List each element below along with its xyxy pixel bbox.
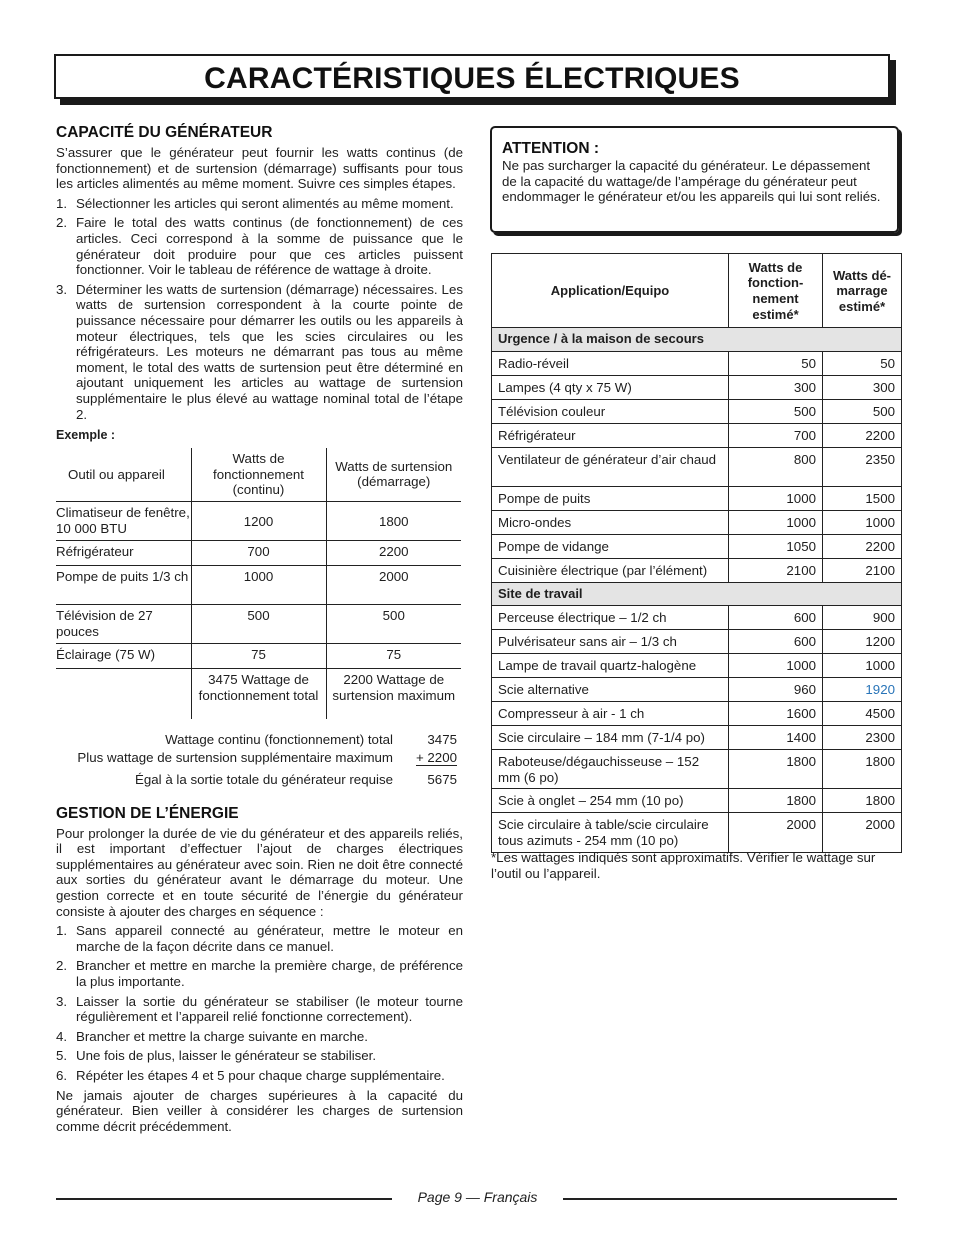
table-cell: 960 [729,678,823,702]
table-row [492,375,902,399]
list-item [56,1029,463,1045]
table-cell: 700 [729,423,823,447]
table-cell: 900 [823,606,902,630]
table-cell: Éclairage (75 W) [56,644,191,669]
step-text: Sélectionner les articles qui seront alimentés au même moment. [76,195,454,211]
table-row [492,678,902,702]
table-cell: Climatiseur de fenêtre, 10 000 BTU [56,502,191,541]
list-item [56,1068,463,1084]
table-cell: 1200 [823,630,902,654]
totals-value [393,749,463,767]
table-cell: 1050 [729,534,823,558]
table-row [492,447,902,486]
totals-row [56,771,463,789]
header-cell: Application/Equipo [492,254,729,328]
gestion-section [56,805,463,1135]
list-item [56,994,463,1025]
step-number: 4. [56,1028,68,1044]
list-item [56,958,463,989]
table-cell: Ventilateur de générateur d’air chaud [492,447,729,486]
table-cell: 2000 [326,566,461,605]
gestion-final: Ne jamais ajouter de charges supérieures à la capacité du générateur. Bien veiller à considérer les charges de surtension comme décrit précédemment. [56,1087,463,1134]
header-cell: Watts de surtension (démarrage) [326,448,461,502]
table-cell: 500 [823,399,902,423]
capacite-heading: CAPACITÉ DU GÉNÉRATEUR [56,124,273,141]
table-row [492,702,902,726]
step-text: Brancher et mettre en marche la première charge, de préférence la plus importante. [76,958,463,990]
table-total-row [56,669,461,719]
totals-row [56,731,463,749]
table-cell: 2300 [823,726,902,750]
step-number: 2. [56,958,68,974]
table-cell: 1200 [191,502,326,541]
list-item [56,215,463,277]
table-cell: 500 [729,399,823,423]
page-footer: Page 9 — Français [417,1189,538,1205]
table-cell: 2000 [823,813,902,852]
table-row [492,630,902,654]
table-cell: 2200 [823,423,902,447]
table-cell: 600 [729,606,823,630]
table-cell: 2100 [729,558,823,582]
table-cell: 1000 [729,654,823,678]
footer-divider-right [563,1198,897,1200]
table-cell: 2200 [823,534,902,558]
table-cell: Compresseur à air - 1 ch [492,702,729,726]
step-number: 1. [56,923,68,939]
table-row [492,606,902,630]
totals-value-text: + 2200 [415,749,457,765]
table-row [492,558,902,582]
attention-box [490,126,899,233]
footnote: *Les wattages indiqués sont approximatifs. Vérifier le wattage sur l’outil ou l’appareil. [491,850,876,881]
table-cell: 300 [823,375,902,399]
table-cell: 300 [729,375,823,399]
gestion-steps [56,923,463,1083]
table-cell: Télévision de 27 pouces [56,605,191,644]
list-item [56,1048,463,1064]
table-cell: 1600 [729,702,823,726]
step-number: 2. [56,215,68,231]
table-cell: 50 [823,351,902,375]
step-number: 5. [56,1048,68,1064]
table-row [56,644,461,669]
section-row [492,328,902,352]
table-cell: 1000 [191,566,326,605]
totals-label: Égal à la sortie totale du générateur requise [135,771,393,787]
table-cell: Réfrigérateur [492,423,729,447]
exemple-label: Exemple : [56,428,116,443]
table-cell: 75 [191,644,326,669]
header-cell: Watts de fonction- nement estimé* [729,254,823,328]
table-cell: Raboteuse/dégauchisseuse – 152 mm (6 po) [492,750,729,789]
table-row [492,654,902,678]
section-title: Site de travail [492,582,902,606]
table-row [492,750,902,789]
table-cell: 1000 [729,486,823,510]
table-row [56,605,461,644]
table-row [492,486,902,510]
step-text: Laisser la sortie du générateur se stabiliser (le moteur tourne régulièrement et l’appareil relié fonctionne correctement). [76,993,463,1025]
table-header-row [492,254,902,328]
step-text: Sans appareil connecté au générateur, mettre le moteur en marche de la façon décrite dans ce manuel. [76,923,463,954]
table-cell: Pompe de vidange [492,534,729,558]
table-cell: 1400 [729,726,823,750]
table-cell: Pulvérisateur sans air – 1/3 ch [492,630,729,654]
table-cell: 1800 [729,789,823,813]
table-row [492,423,902,447]
section-title: Urgence / à la maison de secours [492,328,902,352]
header-cell: Outil ou appareil [56,448,191,502]
gestion-heading: GESTION DE L’ÉNERGIE [56,804,239,822]
totals-label: Plus wattage de surtension supplémentaire maximum [77,749,393,765]
list-item [56,923,463,954]
table-cell: Perceuse électrique – 1/2 ch [492,606,729,630]
table-row [56,502,461,541]
section-row [492,582,902,606]
step-number: 6. [56,1068,68,1083]
capacite-steps [56,196,463,422]
table-row [56,541,461,566]
attention-text: Ne pas surcharger la capacité du générateur. Le dépassement de la capacité du wattage/de l’ampérage du générateur peut endommager le générateur et/ou les appareils qui lui sont reliés. [502,158,881,205]
step-number: 3. [56,281,68,297]
table-cell: 1500 [823,486,902,510]
footer-divider-left [56,1198,392,1200]
table-cell: Radio-réveil [492,351,729,375]
table-cell: 50 [729,351,823,375]
table-cell: Pompe de puits [492,486,729,510]
table-cell: 700 [191,541,326,566]
gestion-intro: Pour prolonger la durée de vie du générateur et des appareils reliés, il est important d’effectuer l’ajout de charges électriques supplémentaires au générateur avec soin. Rien ne doit être connecté aux sorties du générateur avant le démarrage du moteur. Une gestion correcte et en toute sécurité de l’énergie du générateur consiste à ajouter des charges en séquence : [56,825,463,919]
table-cell-highlight: 1920 [823,678,902,702]
list-item [56,196,463,212]
step-text: Répéter les étapes 4 et 5 pour chaque charge supplémentaire. [76,1068,445,1083]
table-cell: 2100 [823,558,902,582]
wattage-table [491,253,902,853]
table-cell: 2200 Wattage de surtension maximum [326,669,461,719]
totals-row [56,749,463,767]
step-number: 1. [56,195,68,211]
capacite-intro: S’assurer que le générateur peut fournir les watts continus (de fonctionnement) et de surtension (démarrage) suffisants pour tous les articles alimentés au même moment. Suivre ces simples étapes. [56,145,463,192]
left-column [56,124,463,1134]
totals-label: Wattage continu (fonctionnement) total [165,731,393,747]
table-row [492,399,902,423]
table-cell: 1000 [823,654,902,678]
table-cell: Pompe de puits 1/3 ch [56,566,191,605]
table-cell: Scie circulaire à table/scie circulaire tous azimuts - 254 mm (10 po) [492,813,729,852]
header-cell: Watts de fonctionnement (continu) [191,448,326,502]
table-row [492,726,902,750]
table-header-row [56,448,461,502]
table-cell: Scie circulaire – 184 mm (7-1/4 po) [492,726,729,750]
table-row [492,789,902,813]
table-cell: Cuisinière électrique (par l’élément) [492,558,729,582]
attention-heading: ATTENTION : [502,140,600,157]
table-cell: 1800 [823,789,902,813]
totals-value: 3475 [427,731,457,747]
table-cell: Scie à onglet – 254 mm (10 po) [492,789,729,813]
table-cell: 2200 [326,541,461,566]
step-number: 3. [56,993,68,1009]
table-cell: Télévision couleur [492,399,729,423]
table-cell: Lampes (4 qty x 75 W) [492,375,729,399]
table-row [56,566,461,605]
totals-value: 5675 [427,771,457,787]
table-row [492,351,902,375]
page-title: CARACTÉRISTIQUES ÉLECTRIQUES [204,62,740,95]
table-cell: 2000 [729,813,823,852]
table-cell: 1000 [823,510,902,534]
table-cell: 1800 [729,750,823,789]
table-cell: 800 [729,447,823,486]
step-text: Une fois de plus, laisser le générateur se stabiliser. [76,1048,377,1064]
totals-summary [56,731,463,789]
title-banner [54,54,890,99]
table-cell: 600 [729,630,823,654]
table-cell [56,669,191,719]
header-cell: Watts dé- marrage estimé* [823,254,902,328]
table-cell: Lampe de travail quartz-halogène [492,654,729,678]
step-text: Faire le total des watts continus (de fonctionnement) de ces articles. Ceci correspond à la somme de puissance que le générateur doit produire pour que ces articles puissent fonctionner. Voir le tableau de référence de wattage à droite. [76,215,463,278]
table-cell: Micro-ondes [492,510,729,534]
table-cell: 500 [326,605,461,644]
table-cell: 2350 [823,447,902,486]
table-cell: 75 [326,644,461,669]
table-row [492,813,902,852]
table-cell: 500 [191,605,326,644]
table-cell: Réfrigérateur [56,541,191,566]
table-cell: Scie alternative [492,678,729,702]
step-text: Brancher et mettre la charge suivante en marche. [76,1028,368,1044]
table-row [492,510,902,534]
table-cell: 4500 [823,702,902,726]
list-item [56,282,463,422]
step-text: Déterminer les watts de surtension (démarrage) nécessaires. Les watts de surtension correspondent à la courte pointe de puissance nécessaire pour démarrer les outils ou les appareils à moteur électriques, tels que les scies circulaires ou les réfrigérateurs. Les moteurs ne démarrant pas tous au même moment, le total des watts de surtension peut être déterminé en ajoutant uniquement les articles au wattage de surtension supplémentaire le plus élevé au wattage nominal total de l’étape 2. [76,281,463,422]
table-cell: 1800 [823,750,902,789]
example-table [56,448,461,719]
table-row [492,534,902,558]
table-cell: 3475 Wattage de fonctionnement total [191,669,326,719]
table-cell: 1800 [326,502,461,541]
table-cell: 1000 [729,510,823,534]
